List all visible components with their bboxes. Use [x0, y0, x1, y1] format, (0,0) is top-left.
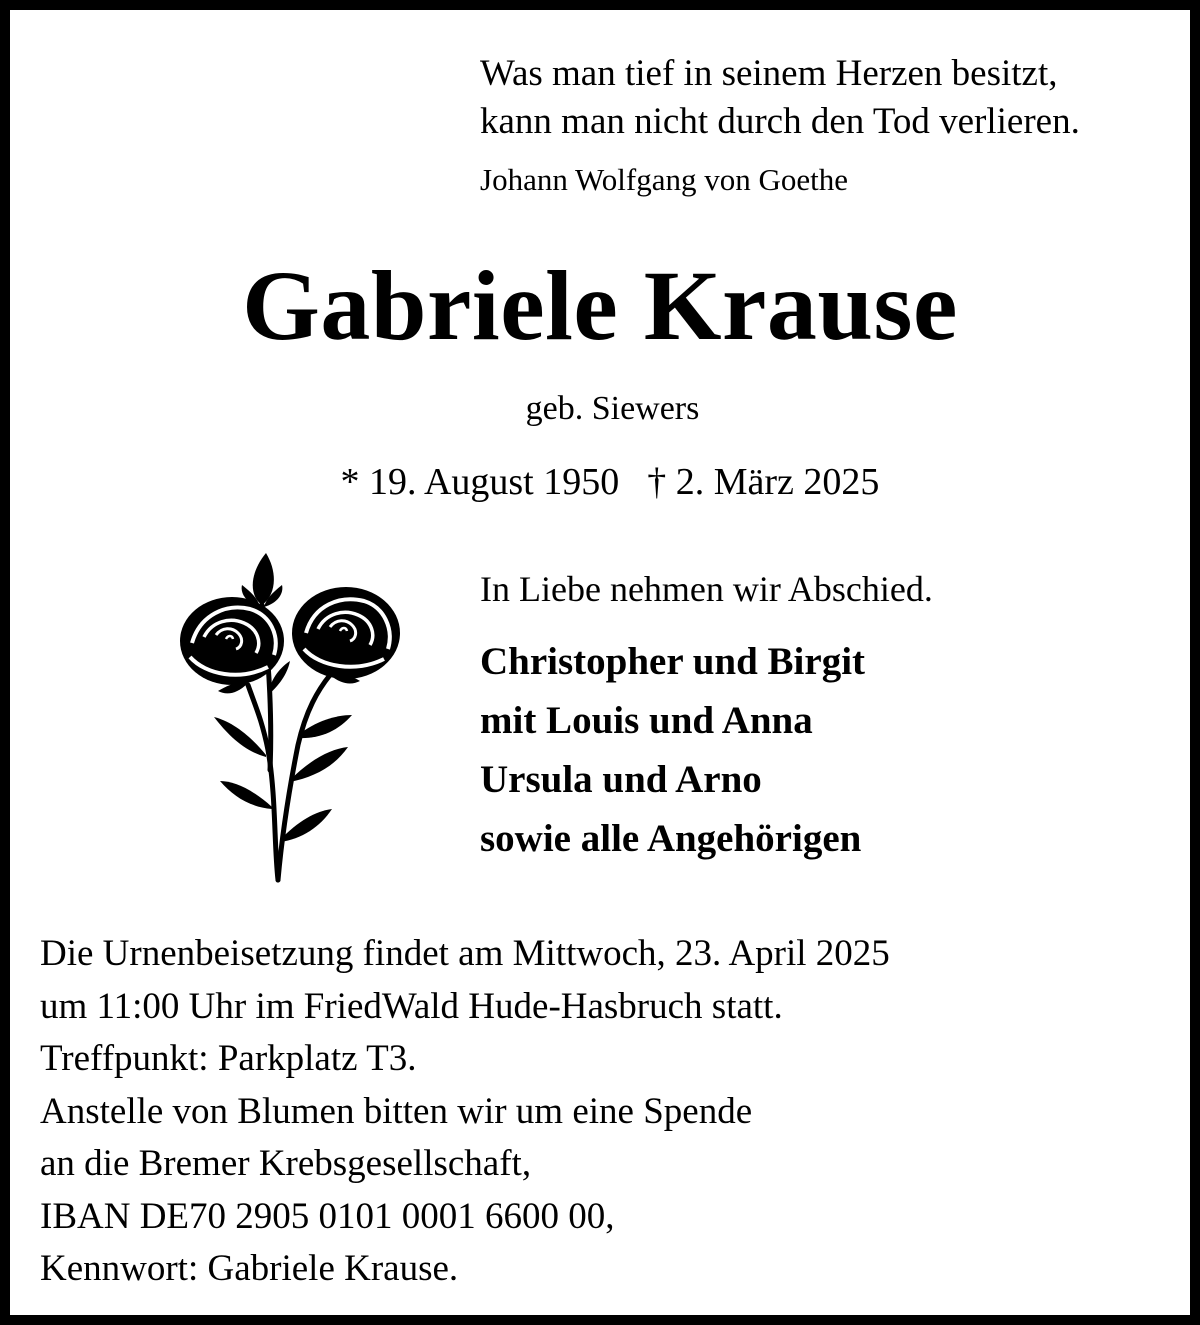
family-line: Ursula und Arno — [480, 758, 762, 801]
details-line: um 11:00 Uhr im FriedWald Hude-Hasbruch statt. — [40, 985, 783, 1027]
family-line: sowie alle Angehörigen — [480, 817, 862, 860]
details-line: IBAN DE70 2905 0101 0001 6600 00, — [40, 1195, 615, 1237]
maiden-name: geb. Siewers — [525, 390, 700, 427]
details-line: Treffpunkt: Parkplatz T3. — [40, 1038, 417, 1079]
death-date: † 2. März 2025 — [647, 461, 880, 503]
family-line: mit Louis und Anna — [480, 699, 813, 742]
details-line: Anstelle von Blumen bitten wir um eine Spende — [40, 1090, 753, 1132]
roses-icon — [170, 545, 410, 890]
quote — [480, 50, 1180, 146]
details-line: Kennwort: Gabriele Krause. — [40, 1248, 459, 1289]
quote-line: kann man nicht durch den Tod verlieren. — [480, 101, 1080, 142]
ceremony-details — [40, 928, 890, 1296]
quote-author: Johann Wolfgang von Goethe — [480, 162, 849, 197]
farewell-text: In Liebe nehmen wir Abschied. — [480, 569, 933, 609]
deceased-name: Gabriele Krause — [242, 250, 958, 361]
details-line: an die Bremer Krebsgesellschaft, — [40, 1143, 532, 1184]
family-line: Christopher und Birgit — [480, 640, 866, 683]
birth-date: * 19. August 1950 — [340, 461, 620, 503]
quote-line: Was man tief in seinem Herzen besitzt, — [480, 53, 1058, 94]
family-list — [480, 632, 865, 868]
details-line: Die Urnenbeisetzung findet am Mittwoch, 23. April 2025 — [40, 933, 890, 974]
life-dates — [10, 458, 1200, 506]
